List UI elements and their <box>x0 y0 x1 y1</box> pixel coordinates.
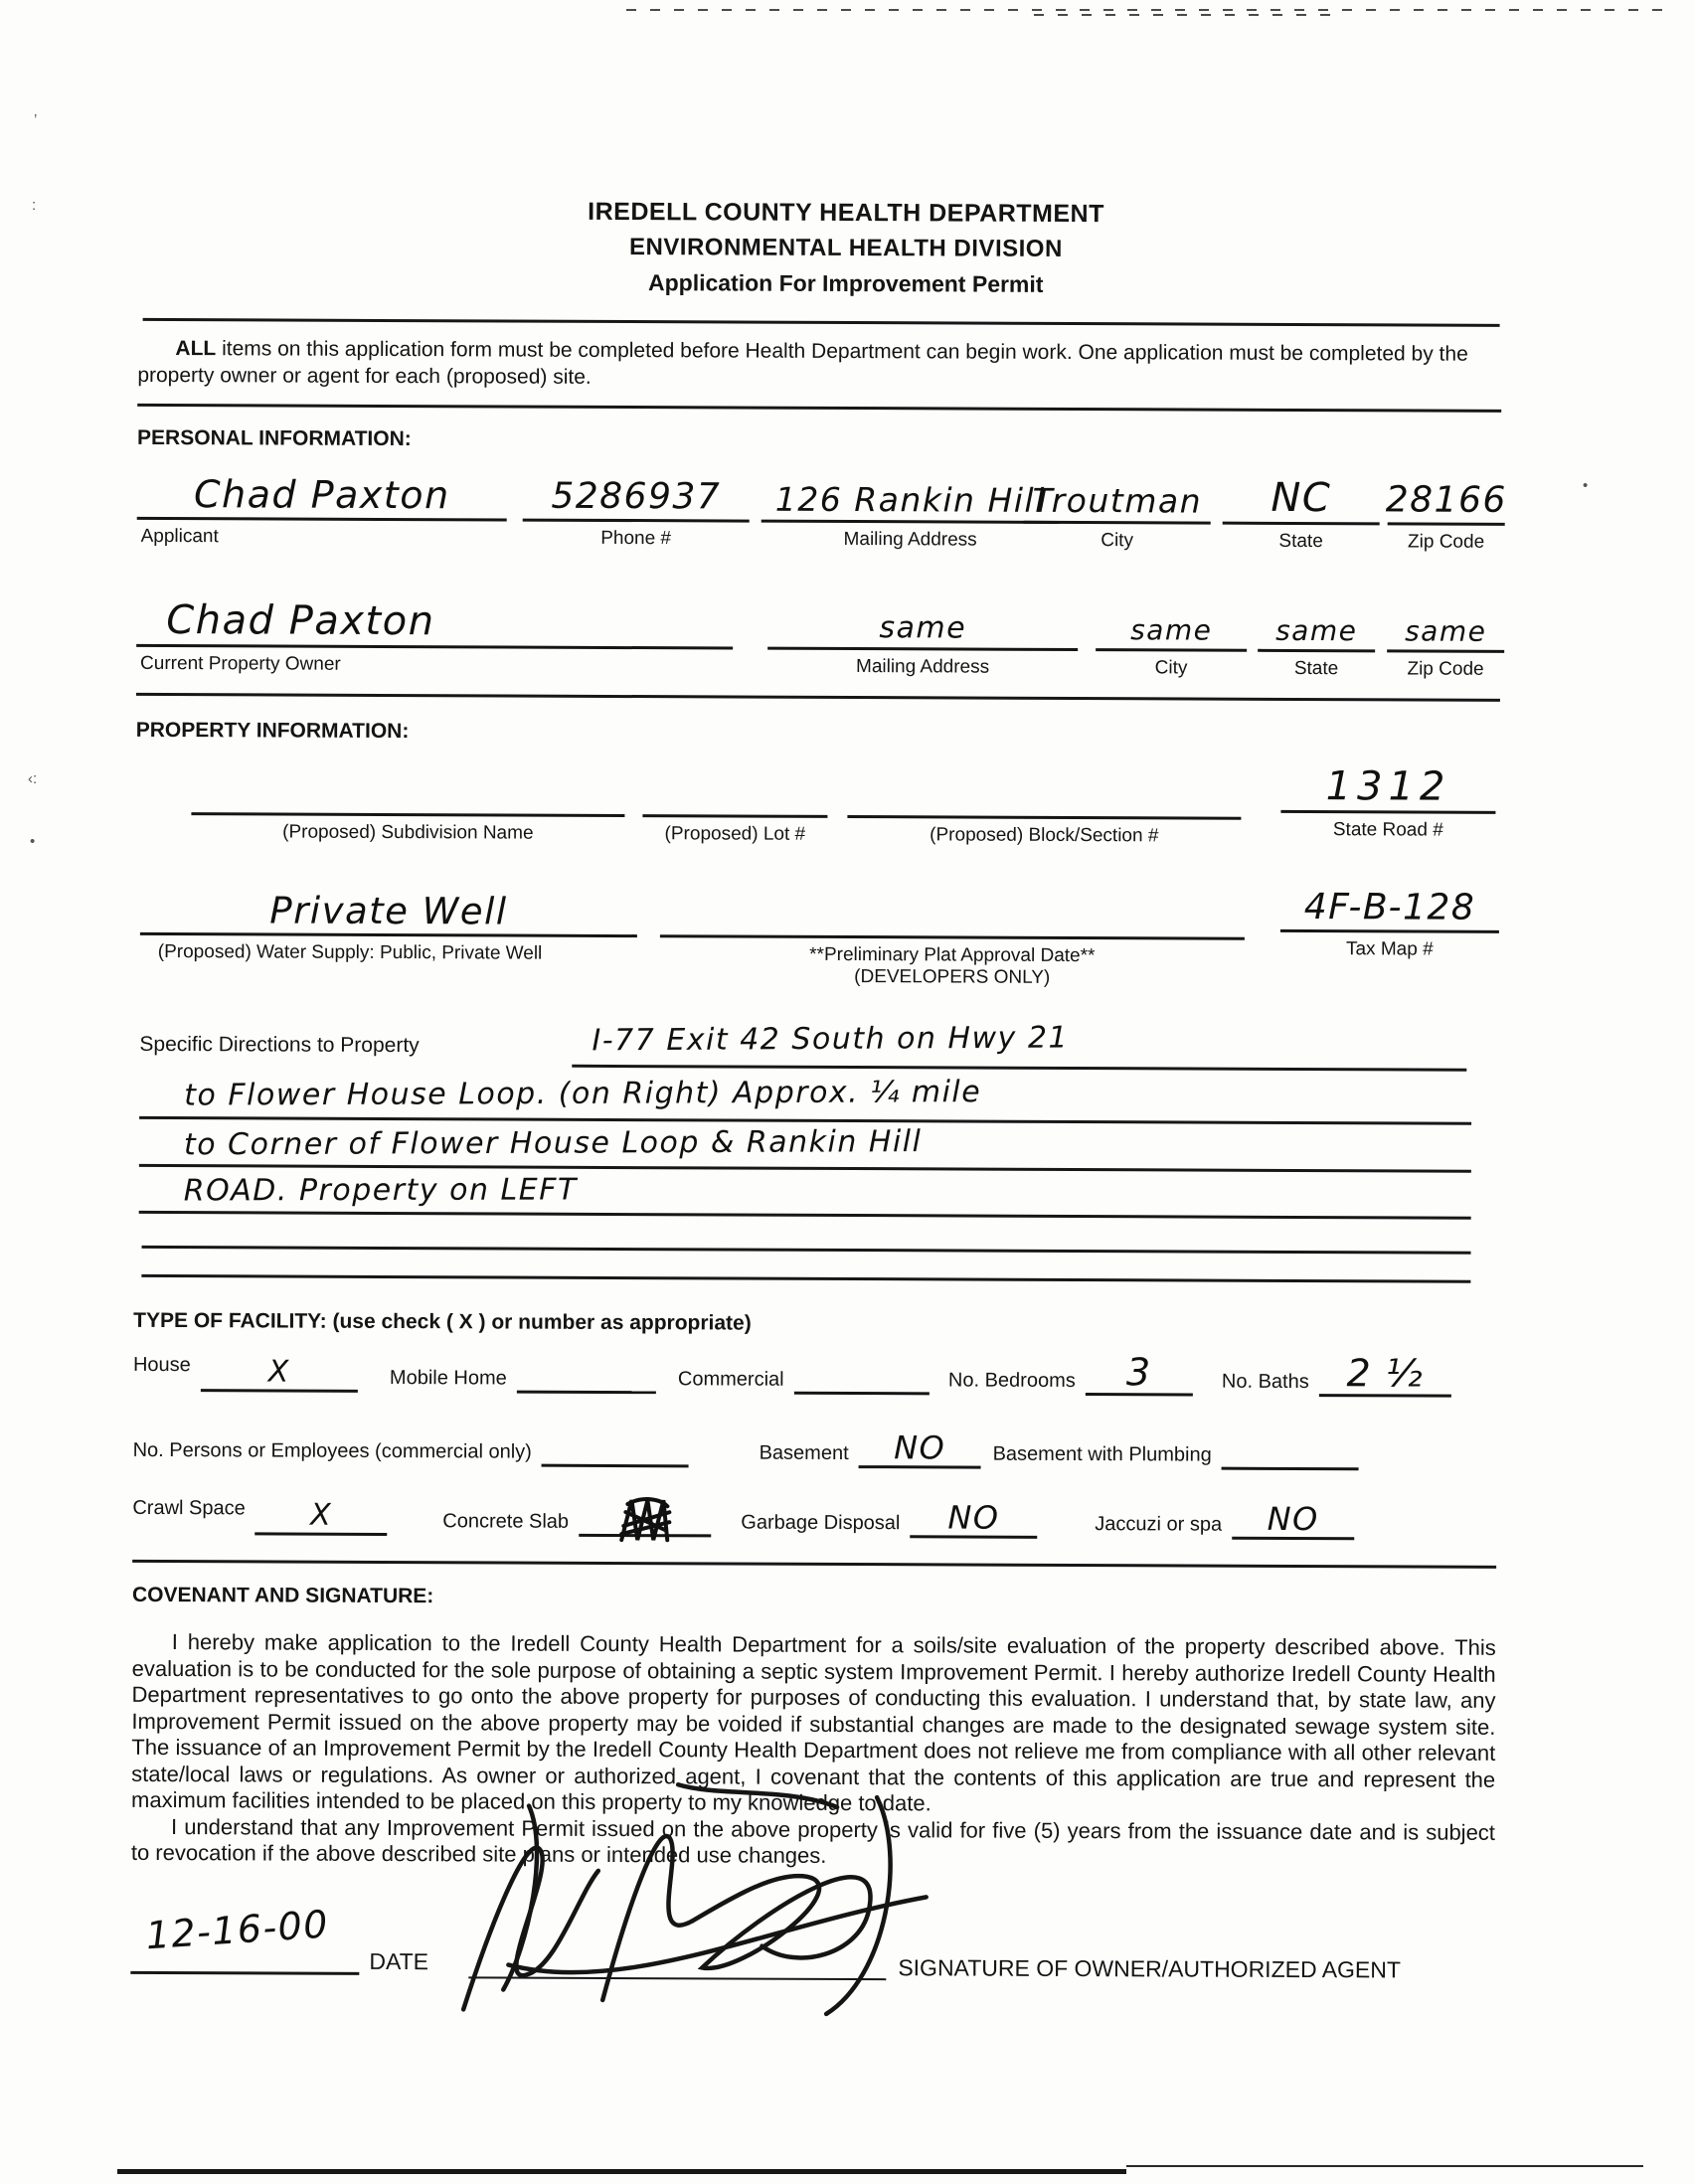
crawl-space-check: X <box>255 1490 388 1536</box>
owner-mailing-value: same <box>767 583 1078 651</box>
divider <box>143 318 1500 327</box>
directions-underline-4 <box>139 1211 1471 1220</box>
form-title: Application For Improvement Permit <box>647 269 1044 297</box>
basement-plumbing-value <box>1222 1426 1359 1471</box>
phone-field <box>523 454 750 551</box>
city-field <box>1024 456 1211 553</box>
state-value: NC <box>1223 457 1380 526</box>
owner-city-field <box>1096 584 1247 680</box>
divider <box>136 693 1500 702</box>
crawl-space-field <box>132 1490 388 1533</box>
commercial-value <box>794 1350 930 1396</box>
scan-artifact-speck: • <box>30 833 36 850</box>
scribbled-out-mark <box>613 1494 675 1546</box>
basement-label: Basement <box>759 1441 849 1465</box>
jaccuzi-value: NO <box>1232 1495 1354 1541</box>
zip-value: 28166 <box>1388 457 1505 526</box>
intro-body: items on this application form must be completed before Health Department can begin work. One application must be completed by the property owner or agent for each (proposed) site. <box>137 337 1468 389</box>
owner-city-value: same <box>1096 584 1247 652</box>
state-field <box>1223 457 1380 554</box>
city-label: City <box>1101 530 1134 552</box>
date-label: DATE <box>369 1947 429 1975</box>
mailing-address-value: 126 Rankin Hill <box>762 455 1060 524</box>
commercial-label: Commercial <box>677 1368 784 1391</box>
applicant-value: Chad Paxton <box>137 452 507 522</box>
concrete-slab-value <box>579 1492 711 1538</box>
concrete-slab-field <box>442 1491 711 1537</box>
persons-label: No. Persons or Employees (commercial only) <box>132 1438 532 1463</box>
water-supply-field <box>140 868 637 965</box>
block-section-label: (Proposed) Block/Section # <box>930 824 1159 847</box>
city-value: Troutman <box>1024 456 1211 525</box>
owner-mailing-field <box>767 583 1078 679</box>
directions-underline-2 <box>139 1116 1471 1125</box>
lot-value <box>642 750 827 818</box>
divider <box>137 404 1501 413</box>
baths-label: No. Baths <box>1221 1370 1309 1394</box>
baths-field <box>1222 1352 1451 1398</box>
intro-lead: ALL <box>175 337 217 361</box>
baths-value: 2 ½ <box>1319 1352 1451 1398</box>
covenant-heading: COVENANT AND SIGNATURE: <box>131 1583 434 1608</box>
garbage-disposal-field <box>741 1493 1037 1539</box>
scan-artifact-speck: : <box>32 197 37 214</box>
water-supply-value: Private Well <box>140 868 637 937</box>
state-label: State <box>1278 530 1323 553</box>
plat-approval-value <box>660 870 1245 940</box>
owner-field <box>136 580 733 677</box>
mailing-address-label: Mailing Address <box>843 528 977 551</box>
basement-value: NO <box>859 1424 981 1469</box>
division-title: ENVIRONMENTAL HEALTH DIVISION <box>628 234 1063 262</box>
state-road-label: State Road # <box>1332 819 1443 841</box>
owner-state-value: same <box>1258 585 1375 653</box>
department-title: IREDELL COUNTY HEALTH DEPARTMENT <box>588 197 1104 229</box>
intro-paragraph <box>137 335 1509 395</box>
divider <box>132 1560 1496 1569</box>
personal-info-heading: PERSONAL INFORMATION: <box>137 425 412 451</box>
tax-map-label: Tax Map # <box>1345 938 1434 960</box>
owner-state-label: State <box>1293 657 1339 680</box>
facility-heading: TYPE OF FACILITY: (use check ( X ) or number as appropriate) <box>133 1308 752 1335</box>
zip-label: Zip Code <box>1408 531 1485 553</box>
date-underline <box>130 1971 359 1975</box>
owner-mailing-label: Mailing Address <box>855 656 990 678</box>
jaccuzi-label: Jaccuzi or spa <box>1095 1513 1223 1536</box>
form-header <box>0 195 1693 300</box>
owner-state-field <box>1258 585 1375 680</box>
subdivision-field <box>191 748 624 845</box>
owner-value: Chad Paxton <box>136 580 733 650</box>
directions-label: Specific Directions to Property <box>139 1032 420 1058</box>
house-label: House <box>132 1353 191 1377</box>
directions-underline-1 <box>572 1065 1466 1072</box>
directions-blank-line-2 <box>141 1274 1470 1283</box>
owner-zip-value: same <box>1387 585 1504 653</box>
subdivision-value <box>191 748 624 817</box>
scan-artifact-speck: • <box>1583 477 1589 494</box>
mobile-home-field <box>390 1348 656 1394</box>
directions-line3: to Corner of Flower House Loop & Rankin Hill <box>183 1124 923 1163</box>
house-check: X <box>201 1347 358 1393</box>
plat-approval-field <box>660 870 1246 989</box>
directions-line2: to Flower House Loop. (on Right) Approx. ¼ mile <box>184 1075 982 1113</box>
owner-label: Current Property Owner <box>140 652 341 675</box>
persons-value <box>542 1423 689 1468</box>
applicant-label: Applicant <box>140 525 219 548</box>
owner-zip-field <box>1387 585 1504 680</box>
directions-line1: I-77 Exit 42 South on Hwy 21 <box>592 1020 1070 1059</box>
directions-blank-line-1 <box>142 1246 1471 1255</box>
scan-artifact-speck: ’ <box>34 111 38 128</box>
tax-map-field <box>1280 865 1499 961</box>
property-info-heading: PROPERTY INFORMATION: <box>135 718 410 744</box>
scan-artifact-speck: ‹: <box>28 770 38 787</box>
bedrooms-field <box>948 1350 1193 1396</box>
owner-city-label: City <box>1154 657 1188 679</box>
mailing-address-field <box>762 455 1060 552</box>
basement-plumbing-label: Basement with Plumbing <box>992 1442 1212 1466</box>
covenant-paragraph-2: I understand that any Improvement Permit issued on the above property is valid for five (5) years from the issuance date and is subject to revocation if the above described site plans or intended use changes. <box>130 1813 1496 1868</box>
bedrooms-label: No. Bedrooms <box>947 1369 1076 1393</box>
basement-plumbing-field <box>993 1425 1359 1471</box>
commercial-field <box>678 1349 930 1395</box>
bedrooms-value: 3 <box>1086 1351 1193 1396</box>
block-section-value <box>847 751 1241 820</box>
mobile-home-value <box>517 1349 656 1395</box>
tax-map-value: 4F-B-128 <box>1280 865 1499 933</box>
directions-line4: ROAD. Property on LEFT <box>183 1172 578 1209</box>
state-road-field <box>1280 746 1495 842</box>
plat-approval-label: **Preliminary Plat Approval Date** <box>809 943 1096 967</box>
signature-scrawl <box>409 1775 946 2026</box>
jaccuzi-field <box>1095 1494 1354 1540</box>
applicant-field <box>137 452 507 549</box>
plat-developers-label: (DEVELOPERS ONLY) <box>854 965 1051 988</box>
date-value: 12-16-00 <box>144 1902 331 1958</box>
owner-zip-label: Zip Code <box>1407 658 1484 680</box>
concrete-slab-label: Concrete Slab <box>442 1510 570 1533</box>
directions-underline-3 <box>139 1164 1471 1173</box>
water-supply-label: (Proposed) Water Supply: Public, Private Well <box>157 940 543 964</box>
zip-field <box>1385 457 1507 553</box>
basement-field <box>760 1424 981 1469</box>
subdivision-label: (Proposed) Subdivision Name <box>282 821 534 844</box>
garbage-disposal-label: Garbage Disposal <box>741 1511 901 1535</box>
house-field <box>132 1347 358 1390</box>
persons-field <box>133 1421 689 1467</box>
crawl-space-label: Crawl Space <box>132 1496 246 1520</box>
signature-label: SIGNATURE OF OWNER/AUTHORIZED AGENT <box>898 1954 1402 1983</box>
block-section-field <box>847 751 1241 848</box>
phone-value: 5286937 <box>523 454 750 523</box>
phone-label: Phone # <box>600 527 672 550</box>
covenant-paragraph-1: I hereby make application to the Iredell County Health Department for a soils/site evaluation of the property described above. This evaluation is to be conducted for the sole purpose of obtaining a septic system Improvement Permit. I hereby authorize Iredell County Health Department representatives to go onto the above property for purposes of conducting this evaluation. I understand that, by state law, any Improvement Permit issued on the above property may be voided if substantial changes are made to the designated sewage system site. The issuance of an Improvement Permit by the Iredell County Health Department does not relieve me from compliance with all other relevant state/local laws or regulations. As owner or authorized agent, I covenant that the contents of this application are true and represent the maximum facilities intended to be placed on this property to my knowledge to date. <box>131 1629 1496 1816</box>
lot-label: (Proposed) Lot # <box>664 823 806 845</box>
lot-field <box>642 750 827 846</box>
garbage-disposal-value: NO <box>910 1493 1037 1539</box>
mobile-home-label: Mobile Home <box>389 1367 507 1390</box>
state-road-value: 1312 <box>1280 746 1495 814</box>
